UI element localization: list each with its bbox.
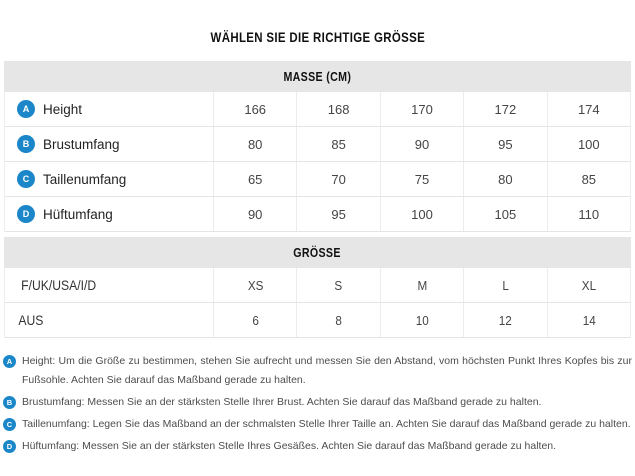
table-row (5, 127, 630, 162)
size-table (4, 237, 631, 338)
size-table-header (4, 237, 631, 268)
value-cell (213, 303, 296, 337)
value-cell (547, 268, 630, 302)
value-cell: 85 (547, 162, 630, 196)
row-label-cell (5, 303, 213, 337)
size-value: 8 (335, 312, 342, 328)
value-cell: 168 (296, 92, 379, 126)
table-row (5, 92, 630, 127)
value-cell: 70 (296, 162, 379, 196)
value-cell: 105 (463, 197, 546, 231)
measurements-table-header-label: MASSE (CM) (283, 69, 352, 84)
row-label: AUS (18, 312, 44, 328)
page-title: WÄHLEN SIE DIE RICHTIGE GRÖSSE (210, 29, 425, 45)
value-cell: 166 (213, 92, 296, 126)
value-cell: 110 (547, 197, 630, 231)
row-label: Height (43, 101, 83, 117)
size-value: 10 (415, 312, 429, 328)
measurements-table-body (4, 92, 631, 232)
footnote-text: Height: Um die Größe zu bestimmen, stehen Sie aufrecht und messen Sie den Abstand, vom höchsten Punkt Ihres Kopfes bis zur Fußsohle. Achten Sie darauf das Maßband gerade zu halten. (22, 355, 632, 386)
row-label: Hüftumfang (43, 206, 113, 222)
letter-badge-d: D (17, 205, 35, 223)
letter-badge-b: B (3, 396, 16, 409)
size-value: M (417, 277, 427, 293)
letter-badge-d: D (3, 440, 16, 453)
letter-badge-c: C (3, 418, 16, 431)
value-cell: 75 (380, 162, 463, 196)
value-cell: 170 (380, 92, 463, 126)
value-cell: 172 (463, 92, 546, 126)
footnote-text: Taillenumfang: Legen Sie das Maßband an der schmalsten Stelle Ihrer Taille an. Achten Sie darauf das Maßband gerade zu halten. (22, 418, 631, 430)
table-row (5, 268, 630, 303)
size-value: 6 (251, 312, 259, 328)
letter-badge-a: A (17, 100, 35, 118)
letter-badge-c: C (17, 170, 35, 188)
measurements-table-header (4, 61, 631, 92)
value-cell: 100 (547, 127, 630, 161)
row-label: Brustumfang (43, 136, 120, 152)
value-cell: 100 (380, 197, 463, 231)
size-value: S (334, 277, 343, 293)
footnote-text: Brustumfang: Messen Sie an der stärksten Stelle Ihrer Brust. Achten Sie darauf das Maßband gerade zu halten. (22, 396, 542, 408)
letter-badge-a: A (3, 355, 16, 368)
value-cell (463, 303, 546, 337)
value-cell: 85 (296, 127, 379, 161)
row-label-cell (5, 127, 213, 161)
value-cell (213, 268, 296, 302)
size-value: XL (581, 277, 596, 293)
value-cell (380, 268, 463, 302)
table-row (5, 162, 630, 197)
value-cell (463, 268, 546, 302)
value-cell: 80 (463, 162, 546, 196)
row-label-cell (5, 162, 213, 196)
row-label: Taillenumfang (43, 171, 127, 187)
value-cell: 90 (213, 197, 296, 231)
footnote-b (3, 393, 632, 412)
table-row (5, 303, 630, 338)
measurements-table (4, 61, 631, 232)
value-cell: 65 (213, 162, 296, 196)
value-cell (380, 303, 463, 337)
size-value: 14 (582, 312, 596, 328)
size-value: 12 (498, 312, 512, 328)
letter-badge-b: B (17, 135, 35, 153)
row-label: F/UK/USA/I/D (21, 277, 97, 293)
value-cell (296, 303, 379, 337)
footnote-a (3, 352, 632, 390)
value-cell: 80 (213, 127, 296, 161)
row-label-cell (5, 92, 213, 126)
value-cell: 95 (296, 197, 379, 231)
value-cell: 174 (547, 92, 630, 126)
row-label-cell (5, 197, 213, 231)
value-cell: 90 (380, 127, 463, 161)
row-label-cell (5, 268, 213, 302)
footnote-text: Hüftumfang: Messen Sie an der stärksten Stelle Ihres Gesäßes. Achten Sie darauf das Maßband gerade zu halten. (22, 440, 557, 452)
value-cell (296, 268, 379, 302)
measurement-instructions (3, 352, 632, 456)
size-table-header-label: GRÖSSE (293, 245, 342, 260)
size-table-body (4, 268, 631, 338)
size-value: L (502, 277, 509, 293)
footnote-c (3, 415, 632, 434)
table-row (5, 197, 630, 232)
value-cell (547, 303, 630, 337)
page-title-row (0, 0, 635, 61)
footnote-d (3, 437, 632, 456)
size-value: XS (247, 277, 263, 293)
value-cell: 95 (463, 127, 546, 161)
